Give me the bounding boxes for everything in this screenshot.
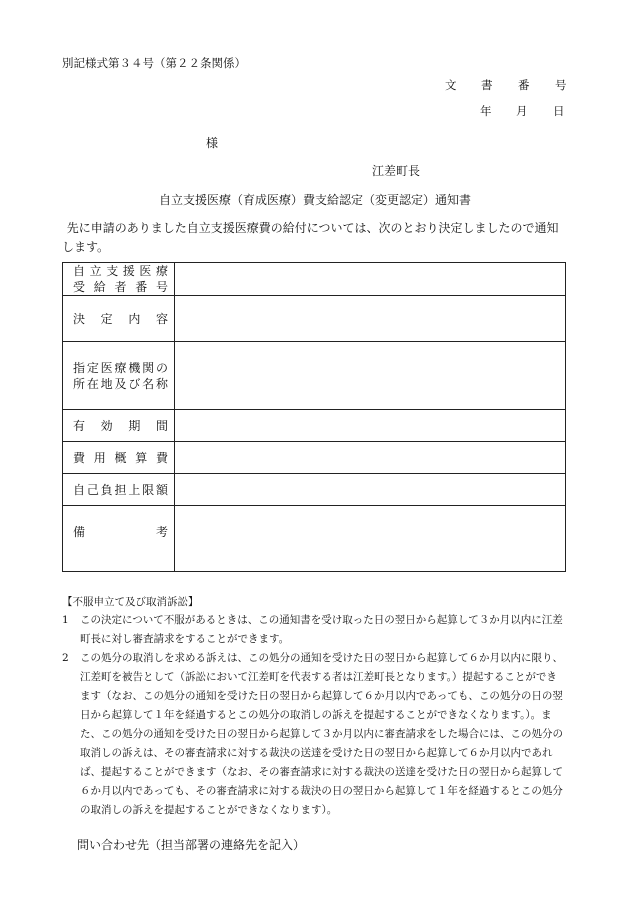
label-char: 効: [100, 418, 113, 433]
label-char: 容: [155, 311, 168, 326]
label-char: 定: [86, 360, 99, 375]
appeal-note: [62, 649, 567, 820]
form-number: 別記様式第３４号（第２２条関係）: [62, 56, 246, 70]
row-label-line: [73, 311, 168, 327]
label-char: 用: [93, 450, 106, 465]
note-number: 1: [62, 614, 69, 626]
row-value-field: [175, 410, 566, 442]
label-char: 有: [73, 418, 86, 433]
doc-number-char: 文: [445, 78, 457, 92]
date-char-year: 年: [480, 104, 492, 118]
row-label-line: [73, 418, 168, 434]
row-label-line: [73, 376, 168, 392]
table-row-decision-content: [63, 296, 566, 342]
label-char: 概: [114, 450, 127, 465]
label-char: の: [155, 360, 168, 375]
label-char: 支: [106, 264, 119, 278]
table-row-estimated-cost: [63, 442, 566, 474]
label-char: 援: [122, 264, 135, 278]
issuer-name: 江差町長: [372, 164, 421, 178]
label-char: 負: [100, 482, 113, 497]
label-char: び: [128, 376, 141, 391]
doc-number-char: 番: [518, 78, 530, 92]
label-char: 間: [155, 418, 168, 433]
label-char: 担: [114, 482, 127, 497]
row-label-line: [73, 450, 168, 466]
label-char: 受: [73, 280, 86, 294]
label-char: 費: [155, 450, 168, 465]
note-text: この処分の取消しを求める訴えは、この処分の通知を受けた日の翌日から起算して６か月以内に限り、江差町を被告として（訴訟において江差町を代表する者は江差町長となります。）提起することができます（なお、この処分の通知を受けた日の翌日から起算して６か月以内であっても、この処分の日の翌日から起算して１年を経過するとこの処分の取消しの訴えを提起することができなくなります。）。また、この処分の通知を受けた日の翌日から起算して３か月以内に審査請求をした場合には、この処分の取消しの訴えは、その審査請求に対する裁決の送達を受けた日の翌日から起算して６か月以内であれば、提起することができます（なお、その審査請求に対する裁決の送達を受けた日の翌日から起算して６か月以内であっても、その審査請求に対する裁決の日の翌日から起算して１年を経過するとこの処分の取消しの訴えを提起することができなくなります）。: [80, 652, 563, 816]
table-row-recipient-number: [63, 263, 566, 296]
row-label: [63, 474, 175, 506]
row-value-field: [175, 442, 566, 474]
label-char: 自: [73, 482, 86, 497]
label-char: 決: [73, 311, 86, 326]
label-char: 立: [89, 264, 102, 278]
row-label: [63, 506, 175, 572]
date-char-month: 月: [516, 104, 528, 118]
contact-info: 問い合わせ先（担当部署の連絡先を記入）: [77, 838, 306, 852]
certificate-info-table: [62, 262, 566, 572]
addressee-suffix: 様: [206, 136, 219, 150]
label-char: 上: [128, 482, 141, 497]
row-value-field: [175, 296, 566, 342]
row-value-field: [175, 342, 566, 410]
label-char: 名: [142, 376, 155, 391]
intro-paragraph: 先に申請のありました自立支援医療費の給付については、次のとおり決定しましたので通知します。: [62, 221, 559, 254]
document-title: 自立支援医療（育成医療）費支給認定（変更認定）通知書: [158, 193, 471, 207]
label-char: 在: [86, 376, 99, 391]
label-char: 額: [155, 482, 168, 497]
table-row-copay-limit: [63, 474, 566, 506]
appeal-heading: 【不服申立て及び取消訴訟】: [62, 596, 199, 608]
label-char: 指: [73, 360, 86, 375]
label-char: 称: [155, 376, 168, 391]
row-label: [63, 410, 175, 442]
note-number: 2: [62, 652, 69, 664]
label-char: 地: [100, 376, 113, 391]
label-char: 番: [135, 280, 148, 294]
label-char: 己: [86, 482, 99, 497]
label-char: 号: [155, 280, 168, 294]
row-value-field: [175, 506, 566, 572]
date-char-day: 日: [553, 104, 565, 118]
label-char: 内: [128, 311, 141, 326]
doc-number-char: 書: [481, 78, 493, 92]
row-label: [63, 442, 175, 474]
label-char: 機: [128, 360, 141, 375]
label-char: 定: [100, 311, 113, 326]
label-char: 備: [73, 524, 86, 539]
table-row-remarks: [63, 506, 566, 572]
label-char: 所: [73, 376, 86, 391]
row-value-field: [175, 474, 566, 506]
label-char: 自: [73, 264, 86, 278]
row-label: [63, 296, 175, 342]
row-label: [63, 263, 175, 296]
label-char: 医: [100, 360, 113, 375]
row-label-line: [73, 360, 168, 376]
label-char: 及: [114, 376, 127, 391]
row-label-line: [73, 482, 168, 498]
label-char: 限: [142, 482, 155, 497]
label-char: 療: [155, 264, 168, 278]
label-char: 者: [114, 280, 127, 294]
label-char: 給: [93, 280, 106, 294]
note-text: この決定について不服があるときは、この通知書を受け取った日の翌日から起算して３か月以内に江差町長に対し審査請求をすることができます。: [80, 614, 563, 645]
doc-number-char: 号: [555, 78, 567, 92]
label-char: 期: [128, 418, 141, 433]
label-char: 医: [139, 264, 152, 278]
row-label-line: [73, 263, 168, 279]
row-label-line: [73, 524, 168, 540]
label-char: 算: [135, 450, 148, 465]
row-label: [63, 342, 175, 410]
row-label-line: [73, 279, 168, 295]
label-char: 関: [142, 360, 155, 375]
label-char: 考: [155, 524, 168, 539]
table-row-validity-period: [63, 410, 566, 442]
label-char: 費: [73, 450, 86, 465]
label-char: 療: [114, 360, 127, 375]
row-value-field: [175, 263, 566, 296]
appeal-note: [62, 611, 567, 649]
table-row-designated-institution: [63, 342, 566, 410]
